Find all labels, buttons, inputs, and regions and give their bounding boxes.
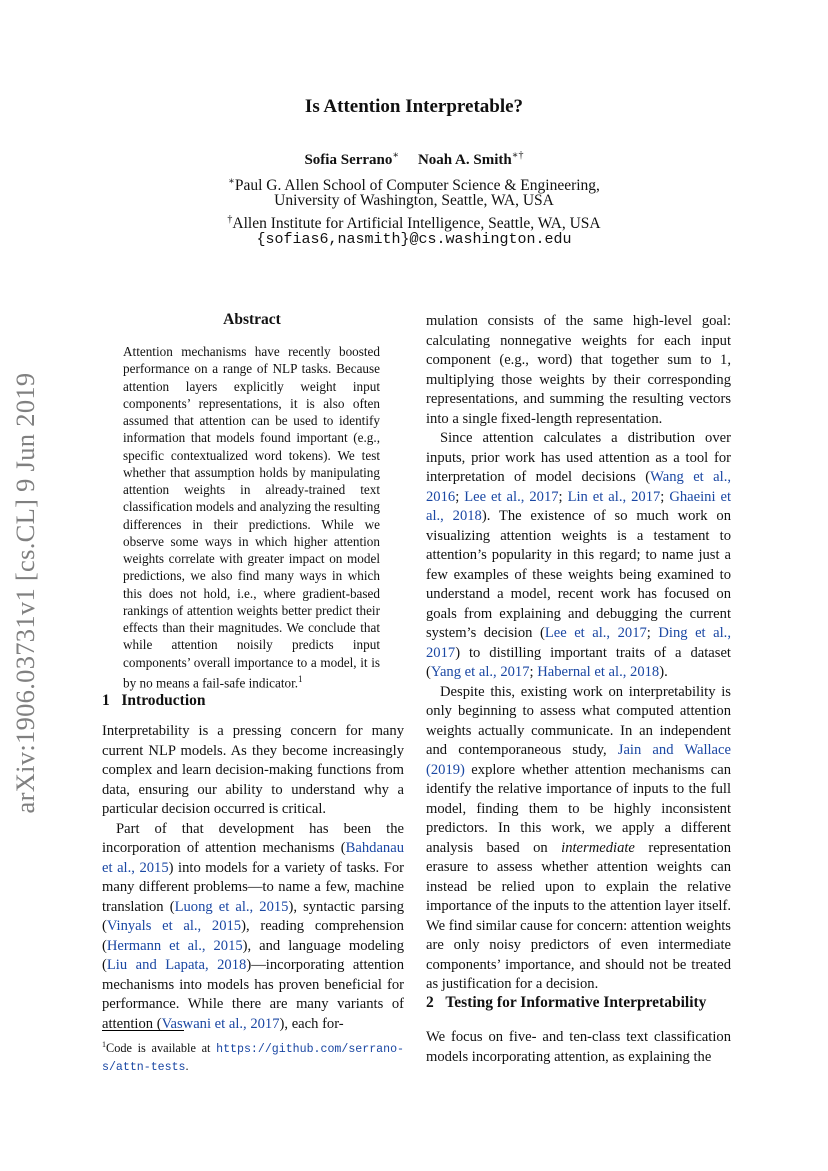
section-number: 1 <box>102 692 110 709</box>
abstract-heading: Abstract <box>223 311 281 328</box>
section2-body <box>426 1028 731 1067</box>
citation-link[interactable]: Vinyals et al., 2015 <box>106 918 242 934</box>
citation-link[interactable]: Lin et al., 2017 <box>567 488 661 505</box>
affiliation-mark: ∗ <box>228 176 235 187</box>
citation-link[interactable]: Lee et al., 2017 <box>544 625 647 641</box>
paragraph: Part of that development has been the incorporation of attention mechanisms (Bahdanau et al., 2015) into models for a variety of tasks. For many different problems—to name a few, machine translation (Luong et al., 2015), syntactic parsing (Vinyals et al., 2015), reading comprehension (Hermann et al., 2015), and language modeling (Liu and Lapata, 2018)—incorporating attention mechanisms into models has proven beneficial for performance. While there are many variants of attention (Vaswani et al., 2017), each for- <box>102 820 404 1032</box>
footnote-text: Code is available at <box>106 1041 217 1056</box>
affiliation-text: Paul G. Allen School of Computer Science & Engineering, <box>234 177 600 195</box>
citation-link[interactable]: Ghaeini et al., 2018 <box>426 488 732 524</box>
paragraph: Since attention calculates a distribution over inputs, prior work has used attention as a tool for interpretation of model decisions (Wang et al., 2016; Lee et al., 2017; Lin et al., 2017; Ghaeini et al., 2018). The existence of so much work on visualizing attention weights is a testament to attention’s popularity in this regard; to name just a few examples of these weights being examined to understand a model, recent work has focused on goals from explaining and debugging the current system’s decision (Lee et al., 2017; Ding et al., 2017) to distilling important traits of a dataset (Yang et al., 2017; Habernal et al., 2018). <box>426 430 732 680</box>
footnote <box>102 1037 404 1076</box>
citation-link[interactable]: Ding et al., 2017 <box>426 625 731 661</box>
section-number: 2 <box>426 994 434 1011</box>
citation-link[interactable]: Vaswani et al., 2017 <box>161 1015 280 1032</box>
abstract-body: Attention mechanisms have recently boosted performance on a range of NLP tasks. Because attention layers explicitly weight input components’ representations, it is also often assumed that attention can be used to identify information that models found important (e.g., specific contextualized word tokens). We test whether that assumption holds by manipulating attention weights in already-trained text classification models and analyzing the resulting differences in their predictions. While we observe some ways in which higher attention weights correlate with greater impact on model predictions, we also find many ways in which this does not hold, i.e., where gradient-based rankings of attention weights better predict their effects than their magnitudes. We conclude that while attention noisily predicts input components’ overall importance to a model, it is by no means a fail-safe indicator. <box>123 344 380 691</box>
abstract-text <box>123 343 380 691</box>
affiliation-text: Allen Institute for Artificial Intelligence, Seattle, WA, USA <box>232 215 601 233</box>
footnote-rule <box>102 1030 184 1031</box>
citation-link[interactable]: Bahdanau et al., 2015 <box>102 840 404 876</box>
section-heading <box>426 994 706 1012</box>
citation-link[interactable]: Lee et al., 2017 <box>464 488 559 505</box>
paper-title: Is Attention Interpretable? <box>304 96 524 117</box>
section-title: Introduction <box>121 692 206 709</box>
paragraph: We focus on five- and ten-class text classification models incorporating attention, as explaining the <box>426 1029 731 1065</box>
author-list <box>0 150 828 169</box>
paragraph: mulation consists of the same high-level goal: calculating nonnegative weights for each input component (e.g., word) that together sum to 1, multiplying those weights by their corresponding representations, and summing the resulting vectors into a single fixed-length representation. <box>426 313 731 427</box>
citation-link[interactable]: Jain and Wallace (2019) <box>426 742 731 778</box>
citation-link[interactable]: Habernal et al., 2018 <box>537 664 660 680</box>
author-serrano: Sofia Serrano <box>304 152 393 168</box>
section-heading <box>102 692 206 710</box>
affiliation-line: University of Washington, Seattle, WA, USA <box>274 192 554 209</box>
author-mark: ∗ <box>392 150 400 161</box>
emphasis: intermediate <box>561 839 635 856</box>
citation-link[interactable]: Luong et al., 2015 <box>174 898 289 915</box>
paragraph: Despite this, existing work on interpretability is only beginning to assess what computed attention weights actually communicate. In an independent and contemporaneous study, Jain and Wallace (2019) explore whether attention mechanisms can identify the relative importance of inputs to the full model, finding them to be highly inconsistent predictors. In this work, we apply a different analysis based on intermediate representation erasure to assess whether attention weights can instead be relied upon to explain the relative importance of the inputs to the attention layer itself. We find similar cause for concern: attention weights are only noisy predictors of even intermediate components’ importance, and should not be treated as justification for a decision. <box>426 683 731 992</box>
left-column-body <box>102 722 404 1034</box>
arxiv-stamp: arXiv:1906.03731v1 [cs.CL] 9 Jun 2019 <box>10 372 40 814</box>
author-email: {sofias6,nasmith}@cs.washington.edu <box>256 231 572 248</box>
affiliation-mark: † <box>227 214 233 225</box>
citation-link[interactable]: Liu and Lapata, 2018 <box>106 957 247 973</box>
code-url-link[interactable]: https://github.com/serrano-s/attn-tests <box>102 1043 404 1075</box>
footnote-mark: 1 <box>102 1040 106 1049</box>
citation-link[interactable]: Wang et al., 2016 <box>426 469 731 505</box>
citation-link[interactable]: Hermann et al., 2015 <box>106 937 243 954</box>
footnote-end: . <box>185 1059 189 1074</box>
right-column-body <box>426 312 731 995</box>
section-title: Testing for Informative Interpretability <box>445 994 707 1011</box>
author-smith: Noah A. Smith <box>417 152 512 168</box>
author-mark: ∗† <box>511 150 524 161</box>
paragraph: Interpretability is a pressing concern for many current NLP models. As they become increasingly complex and learn decision-making functions from data, ensuring our ability to understand why a particular decision occurred is critical. <box>102 723 404 817</box>
citation-link[interactable]: Yang et al., 2017 <box>430 664 530 680</box>
footnote-ref: 1 <box>298 673 303 684</box>
